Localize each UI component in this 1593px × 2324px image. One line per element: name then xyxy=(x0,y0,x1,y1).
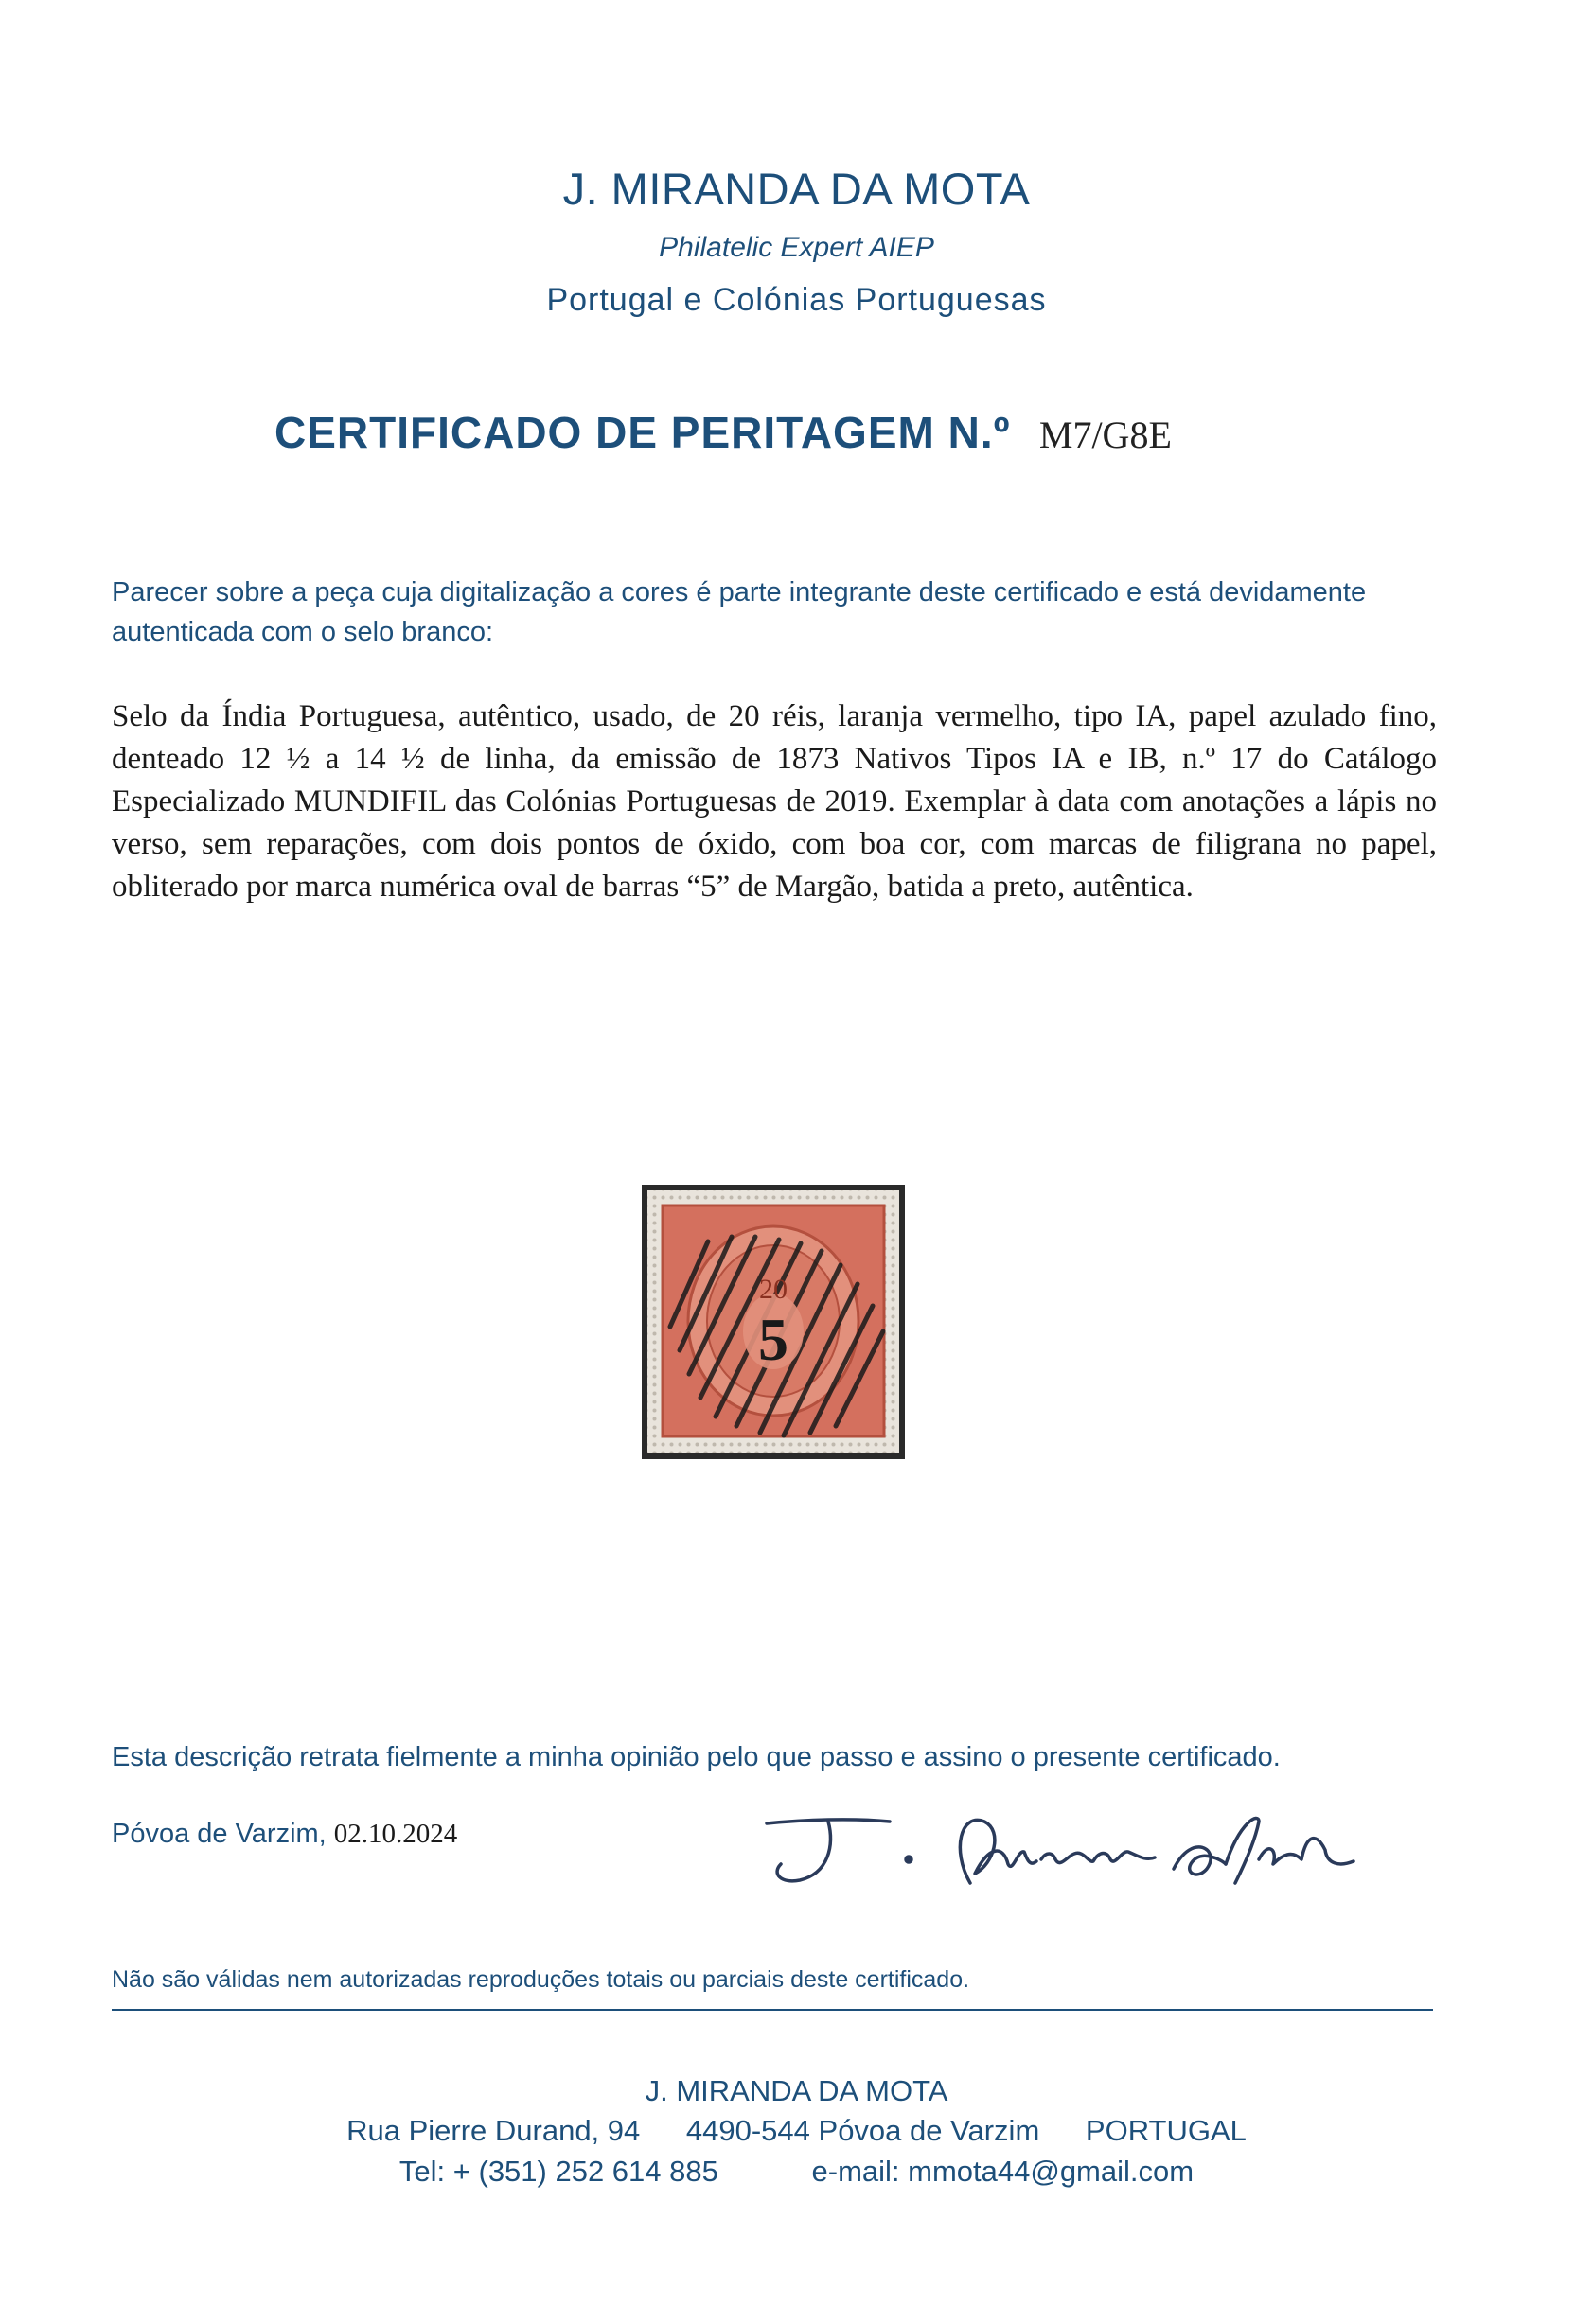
place-and-date xyxy=(112,1819,457,1850)
expert-region: Portugal e Colónias Portuguesas xyxy=(546,282,1047,318)
footer-divider xyxy=(112,2009,1433,2011)
place: Póvoa de Varzim, xyxy=(112,1819,327,1849)
disclaimer: Não são válidas nem autorizadas reproduções totais ou parciais deste certificado. xyxy=(112,1966,970,1993)
stamp-image xyxy=(642,1185,905,1459)
cancel-number: 5 xyxy=(758,1306,788,1373)
intro-paragraph: Parecer sobre a peça cuja digitalização a cores é parte integrante deste certificado e está devidamente autenticada com o selo branco: xyxy=(112,577,1367,647)
expert-name: J. MIRANDA DA MOTA xyxy=(562,164,1031,214)
footer-city: 4490-544 Póvoa de Varzim xyxy=(685,2114,1040,2147)
certificate-heading xyxy=(274,407,1172,458)
certificate-title: CERTIFICADO DE PERITAGEM N.º xyxy=(274,408,1011,457)
footer-phone: Tel: + (351) 252 614 885 xyxy=(398,2155,718,2188)
stamp-illustration xyxy=(642,1185,905,1459)
footer-country: PORTUGAL xyxy=(1085,2114,1247,2147)
footer-street: Rua Pierre Durand, 94 xyxy=(346,2114,641,2147)
footer-contact xyxy=(0,2155,1593,2189)
footer-name: J. MIRANDA DA MOTA xyxy=(645,2074,948,2107)
footer-email[interactable]: e-mail: mmota44@gmail.com xyxy=(811,2155,1195,2188)
signature xyxy=(748,1793,1410,1897)
expert-role: Philatelic Expert AIEP xyxy=(659,232,934,263)
stamp-value: 20 xyxy=(759,1274,788,1305)
date: 02.10.2024 xyxy=(333,1819,458,1849)
expert-statement: Esta descrição retrata fielmente a minha opinião pelo que passo e assino o presente certificado. xyxy=(112,1742,1281,1772)
stamp-description: Selo da Índia Portuguesa, autêntico, usado, de 20 réis, laranja vermelho, tipo IA, papel azulado fino, denteado 12 ½ a 14 ½ de linha, da emissão de 1873 Nativos Tipos IA e IB, n.º 17 do Catálogo Especializado MUNDIFIL das Colónias Portuguesas de 2019. Exemplar à data com anotações a lápis no verso, sem reparações, com dois pontos de óxido, com boa cor, com marcas de filigrana no papel, obliterado por marca numérica oval de barras “5” de Margão, batida a preto, autêntica. xyxy=(112,699,1437,904)
footer-address xyxy=(0,2114,1593,2148)
certificate-number: M7/G8E xyxy=(1038,414,1172,456)
